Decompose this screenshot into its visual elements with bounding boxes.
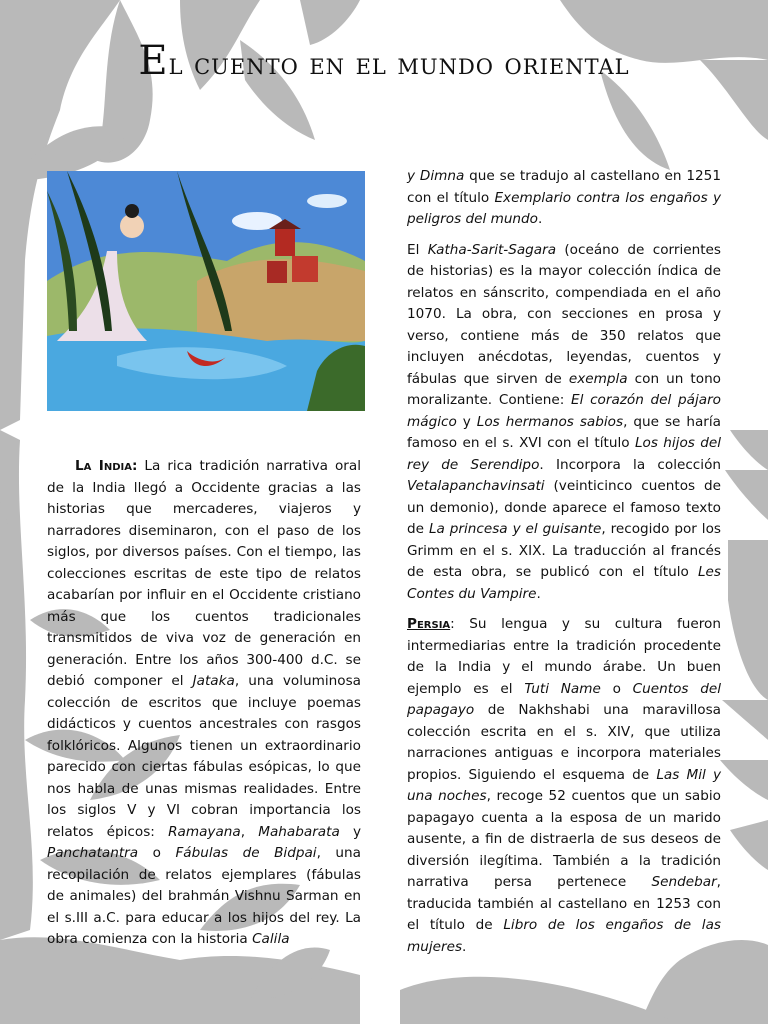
right-column — [407, 166, 721, 967]
heading-india: La India: — [75, 458, 138, 474]
illustration-woman-by-river — [47, 171, 365, 411]
paragraph-persia: Persia: Su lengua y su cultura fueron intermediarias entre la tradición procedente de la India y el mundo árabe. Un buen ejemplo es el Tuti Name o Cuentos del papagayo de Nakhshabi una maravillosa colección escrita en el s. XIV, que utiliza narraciones antiguas e incorpora materiales propios. Siguiendo el esquema de Las Mil y una noches, recoge 52 cuentos que un sabio papagayo cuenta a la esposa de un marido ausente, a fin de distraerla de sus deseos de diversión ilegítima. También a la tradición narrativa persa pertenece Sendebar, traducida también al castellano en 1253 con el título de Libro de los engaños de las mujeres. — [407, 616, 721, 955]
page-title: El cuento en el mundo oriental — [138, 38, 630, 84]
left-column — [47, 456, 361, 960]
heading-persia: Persia — [407, 616, 451, 632]
paragraph-india: La India: La rica tradición narrativa oral de la India llegó a Occidente gracias a las historias que mercaderes, viajeros y narradores diseminaron, con el paso de los siglos, por diversos países. Con el tiempo, las colecciones escritas de este tipo de relatos acabarían por influir en el Occidente cristiano más que los cuentos tradicionales transmitidos de viva voz de generación en generación. Entre los años 300-400 d.C. se debió componer el Jataka, una voluminosa colección de escritos que incluye poemas didácticos y cuentos ancestrales con rasgos folklóricos. Algunos tienen un extraordinario parecido con ciertas fábulas esópicas, lo que nos habla de unas mismas realidades. Entre los siglos V y VI cobran importancia los relatos épicos: Ramayana, Mahabarata y Panchatantra o Fábulas de Bidpai, una recopilación de relatos ejemplares (fábulas de animales) del brahmán Vishnu Sarman en el s.III a.C. para educar a los hijos del rey. La obra comienza con la historia Calila — [47, 458, 361, 947]
paragraph-katha: El Katha-Sarit-Sagara (oceáno de corrientes de historias) es la mayor colección índica de relatos en sánscrito, compendiada en el año 1070. La obra, con secciones en prosa y verso, contiene más de 350 relatos que incluyen anécdotas, leyendas, cuentos y fábulas que sirven de exempla con un tono moralizante. Contiene: El corazón del pájaro mágico y Los hermanos sabios, que se haría famoso en el s. XVI con el título Los hijos del rey de Serendipo. Incorpora la colección Vetalapanchavinsati (veinticinco cuentos de un demonio), donde aparece el famoso texto de La princesa y el guisante, recogido por los Grimm en el s. XIX. La traducción al francés de esta obra, se publicó con el título Les Contes du Vampire. — [407, 241, 722, 602]
paragraph-calila-continued: y Dimna que se tradujo al castellano en 1251 con el título Exemplario contra los engaños y peligros del mundo. — [407, 168, 721, 227]
